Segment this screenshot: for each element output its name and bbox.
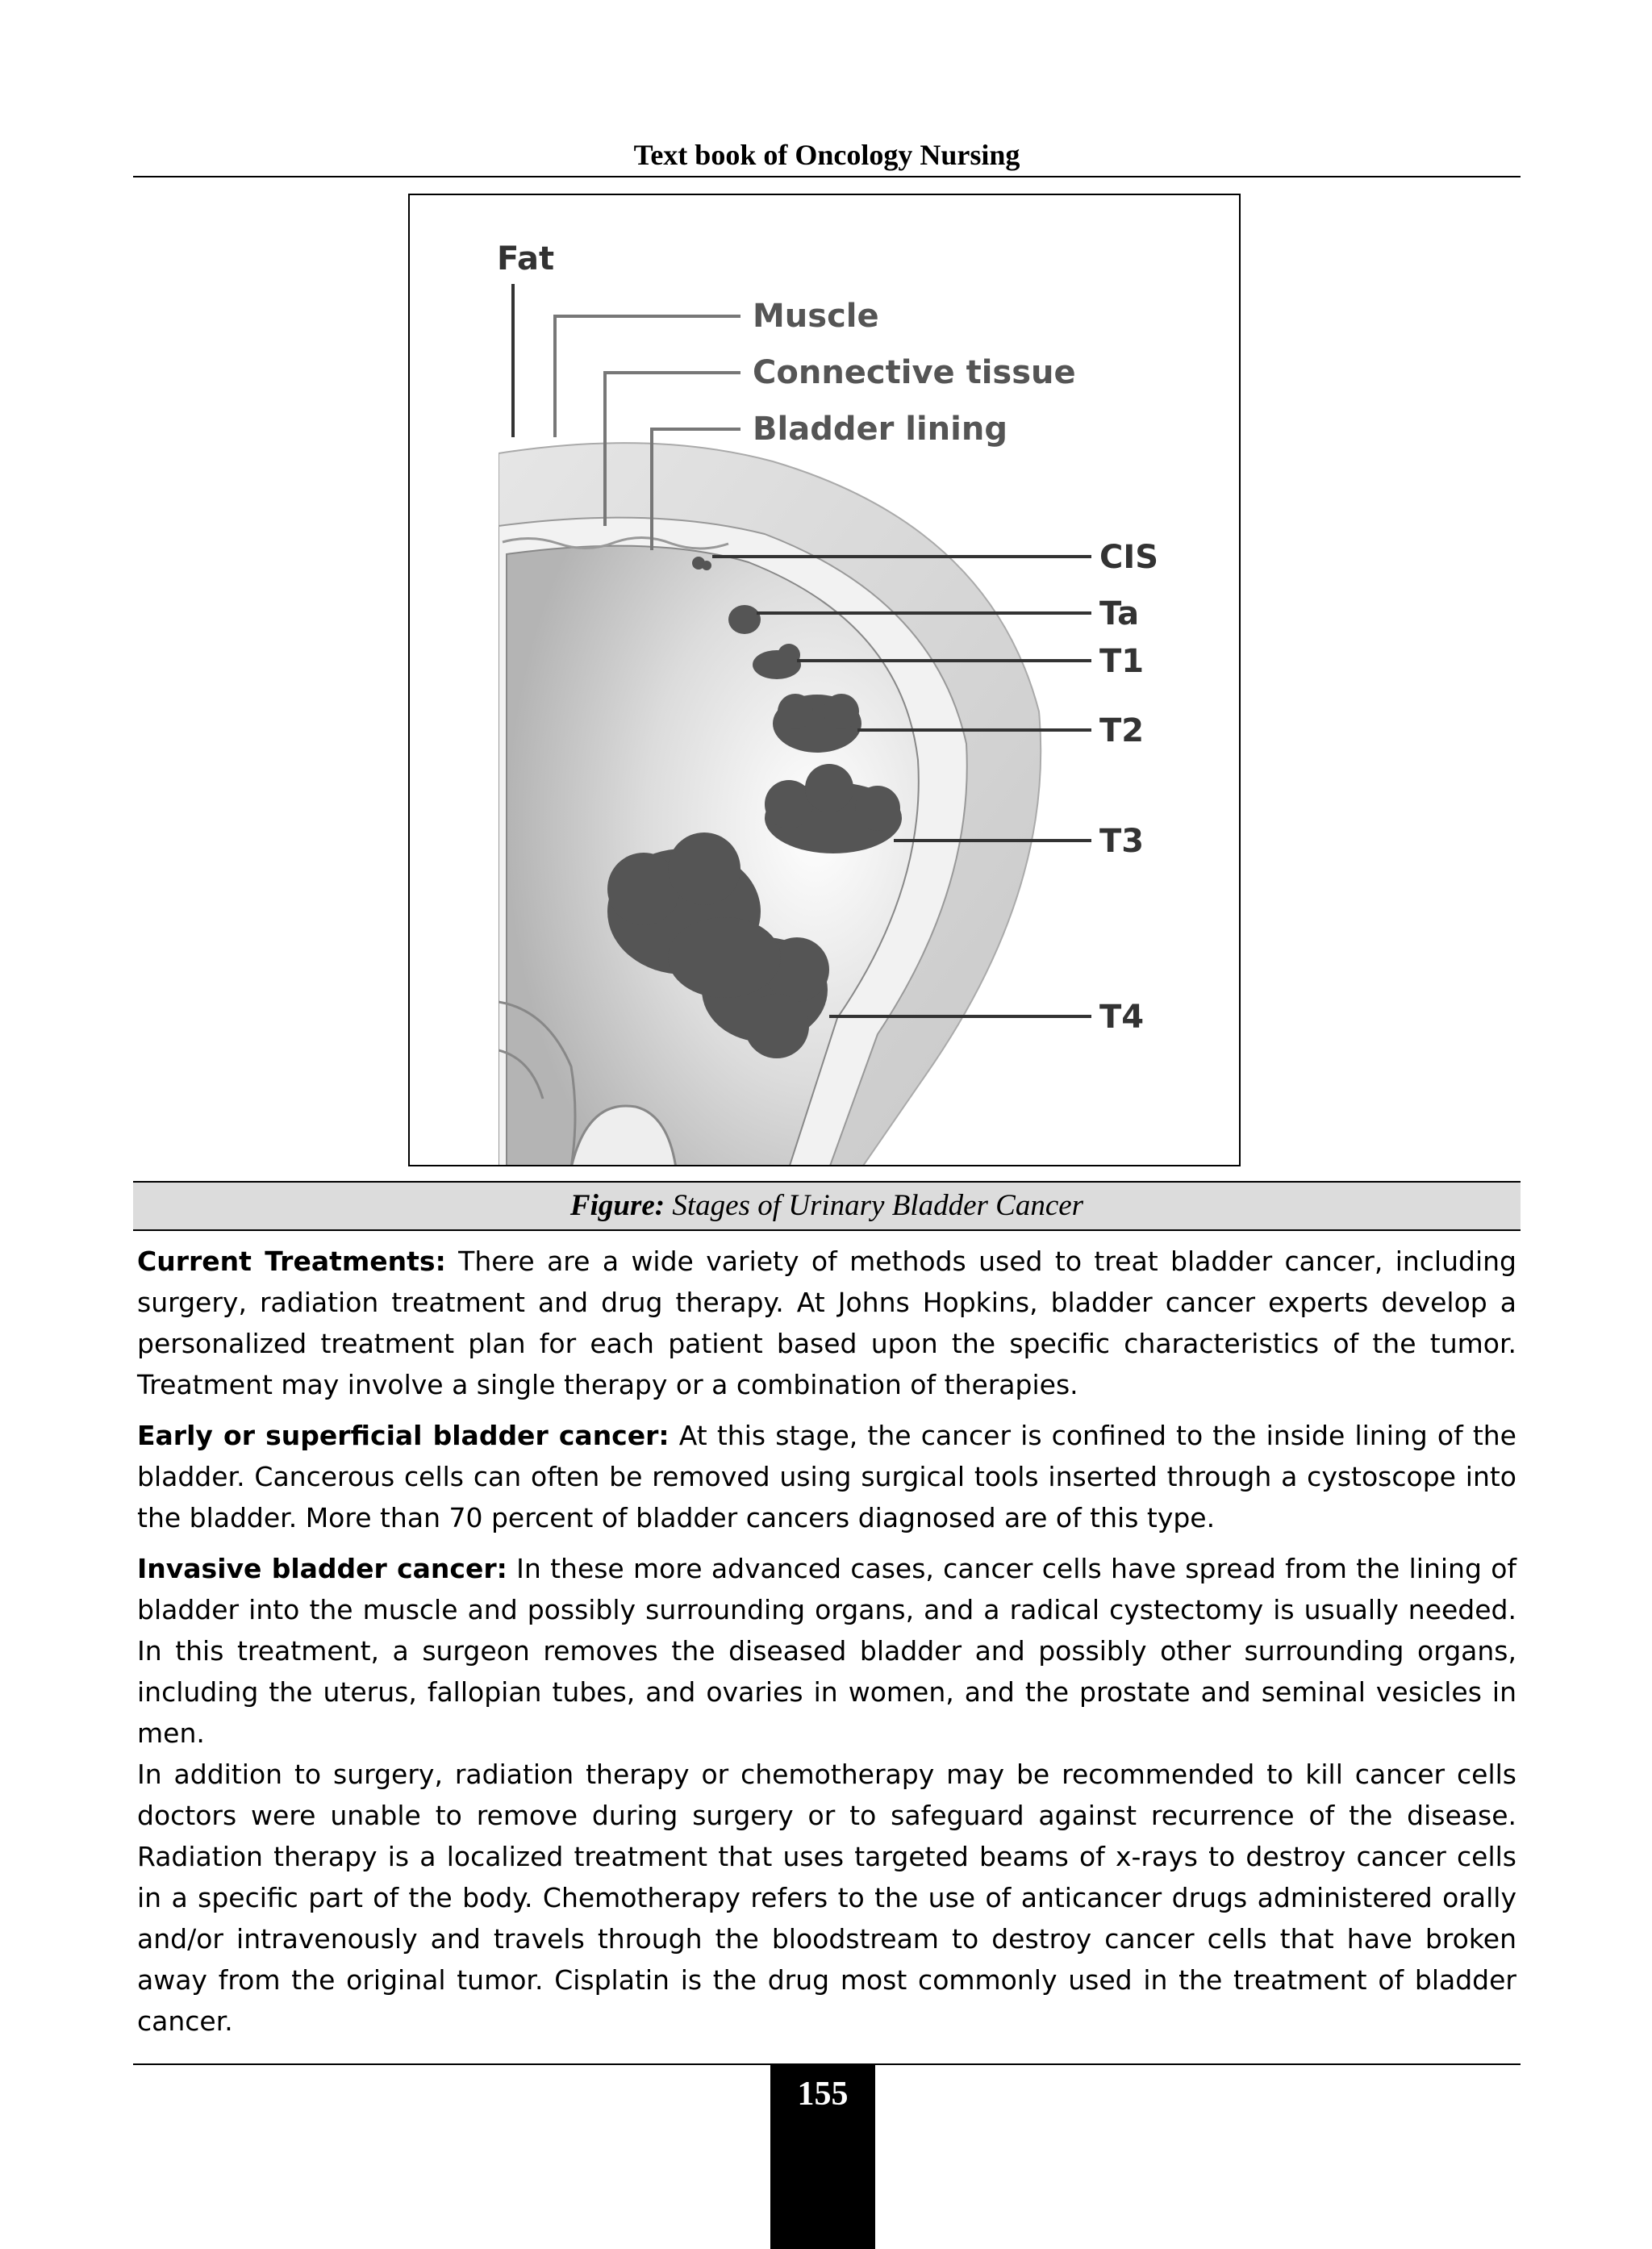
tumor-t2 xyxy=(773,694,861,753)
paragraph-current-treatments xyxy=(137,1241,1516,1405)
label-t3: T3 xyxy=(1099,823,1145,860)
paragraph-text: In addition to surgery, radiation therapy or chemotherapy may be recommended to kill cancer cells doctors were unable to remove during surgery or to safeguard against recurrence of the disease. Radiation therapy is a localized treatment that uses targeted beams of x-rays to destroy cancer cells in a specific part of the body. Chemotherapy refers to the use of anticancer drugs administered orally and/or intravenously and travels through the bloodstream to destroy cancer cells that have broken away from the original tumor. Cisplatin is the drug most commonly used in the treatment of bladder cancer. xyxy=(137,1759,1516,2037)
header-rule xyxy=(133,176,1521,177)
paragraph-text: There are a wide variety of methods used to treat bladder cancer, including surgery, radiation treatment and drug therapy. At Johns Hopkins, bladder cancer experts develop a personalized treatment plan for each patient based upon the specific characteristics of the tumor. Treatment may involve a single therapy or a combination of therapies. xyxy=(137,1246,1516,1400)
label-t4: T4 xyxy=(1099,999,1145,1036)
running-header: Text book of Oncology Nursing xyxy=(633,139,1020,171)
paragraph-lead: Early or superficial bladder cancer: xyxy=(137,1420,670,1451)
label-ta: Ta xyxy=(1099,595,1140,632)
paragraph-early-superficial xyxy=(137,1415,1516,1538)
paragraph-lead: Invasive bladder cancer: xyxy=(137,1553,507,1584)
paragraph-invasive xyxy=(137,1548,1516,1754)
label-muscle: Muscle xyxy=(753,298,879,335)
paragraph-lead: Current Treatments: xyxy=(137,1246,446,1277)
label-t1: T1 xyxy=(1099,643,1145,680)
bladder-diagram xyxy=(410,195,1241,1166)
label-cis: CIS xyxy=(1099,539,1159,576)
label-connective-tissue: Connective tissue xyxy=(753,354,1076,391)
caption-text: Stages of Urinary Bladder Cancer xyxy=(665,1189,1084,1222)
label-bladder-lining: Bladder lining xyxy=(753,411,1007,448)
paragraph-additional-therapy xyxy=(137,1754,1516,2042)
figure-caption xyxy=(133,1181,1521,1231)
page-number: 155 xyxy=(770,2065,875,2249)
body-text xyxy=(137,1241,1516,2051)
label-fat: Fat xyxy=(497,240,555,277)
tumor-ta xyxy=(728,605,761,634)
label-t2: T2 xyxy=(1099,712,1145,749)
paragraph-text: At this stage, the cancer is confined to the inside lining of the bladder. Cancerous cells can often be removed using surgical tools inserted through a cystoscope into the bladder. More than 70 percent of bladder cancers diagnosed are of this type. xyxy=(137,1420,1516,1533)
caption-label: Figure: xyxy=(569,1189,665,1222)
bladder-cancer-stages-figure xyxy=(408,194,1241,1166)
paragraph-text: In these more advanced cases, cancer cells have spread from the lining of bladder into the muscle and possibly surrounding organs, and a radical cystectomy is usually needed. In this treatment, a surgeon removes the diseased bladder and possibly other surrounding organs, including the uterus, fallopian tubes, and ovaries in women, and the prostate and seminal vesicles in men. xyxy=(137,1553,1516,1749)
